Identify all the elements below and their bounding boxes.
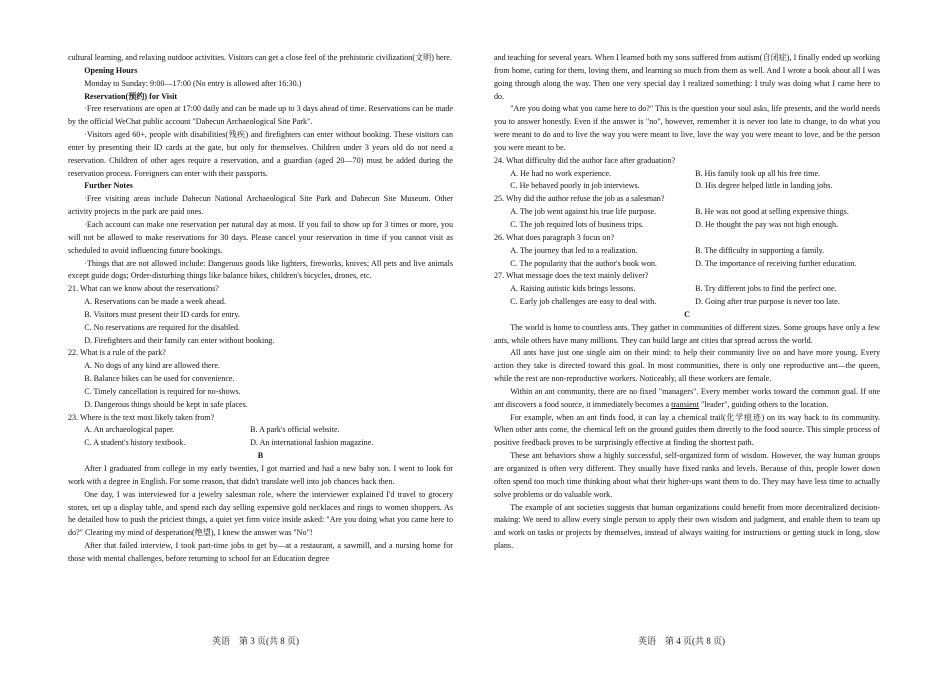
options-row <box>494 283 880 296</box>
opening-hours-heading: Opening Hours <box>84 65 138 75</box>
passage-c-paragraph: For example, when an ant finds food, it can lay a chemical trail(化学痕迹) on its way back to its community. When other ants come, the chemical left on the ground guides them directly to the food source. This simple process of positive feedback proves to be surprisingly effective at finding the shortest path. <box>494 412 880 448</box>
question-26: 26. What does paragraph 3 focus on? <box>494 232 615 242</box>
option-24a: A. He had no work experience. <box>510 168 612 178</box>
question-27: 27. What message does the text mainly deliver? <box>494 271 649 281</box>
notes-paragraph: ·Free visiting areas include Dahecun National Archaeological Site Park and Dahecun Site Museum. Other activity projects in the park are paid ones. <box>68 194 453 217</box>
options-row <box>494 206 880 219</box>
passage-c-paragraph <box>494 386 880 412</box>
reservation-paragraph: ·Free reservations are open at 17:00 daily and can be made up to 3 days ahead of time. Reservations can be made by the official WeChat public account "Dahecun Archaeological Site Park". <box>68 104 453 127</box>
option-27d: D. Going after true purpose is never too late. <box>695 297 840 307</box>
notes-paragraph: ·Each account can make one reservation per natural day at most. If you fail to show up for 3 times or more, you will not be allowed to make reservations for 30 days. Please cancel your reservation in time if you cannot visit as scheduled to avoid influencing future bookings. <box>68 219 453 255</box>
passage-c-paragraph: The example of ant societies suggests that human organizations could benefit from more decentralized decision-making: We need to allow every single person to apply their own wisdom and judgment, and enable them to team up and work on tasks or projects by themselves, instead of always waiting for instructions or getting stuck in long, slow plans. <box>494 502 880 551</box>
option-24d: D. His degree helped little in landing jobs. <box>695 181 833 191</box>
passage-c-paragraph: These ant behaviors show a highly successful, self-organized form of wisdom. However, the way human groups are organized is often very different. They usually have fixed ranks and levels. Because of this, people lower down often spend too much time thinking about what their higher-ups want them to do. They may have less time to actually solve problems or do valuable work. <box>494 451 880 499</box>
underlined-word: transient <box>671 399 699 409</box>
option-22d: D. Dangerous things should be kept in safe places. <box>84 399 248 409</box>
question-23: 23. Where is the text most likely taken from? <box>68 412 215 422</box>
option-27c: C. Early job challenges are easy to deal with. <box>510 297 657 307</box>
option-21a: A. Reservations can be made a week ahead. <box>84 297 226 307</box>
options-row <box>494 258 880 271</box>
options-row <box>494 245 880 258</box>
options-row <box>494 168 880 181</box>
option-21c: C. No reservations are required for the disabled. <box>84 322 240 332</box>
options-row <box>68 424 453 437</box>
option-24b: B. His family took up all his free time. <box>695 168 821 178</box>
option-23c: C. A student's history textbook. <box>84 438 186 448</box>
section-b-heading: B <box>257 451 264 461</box>
passage-b-paragraph: "Are you doing what you came here to do?" This is the question your soul asks, life presents, and the world needs you to answer honestly. Even if the answer is "no", however, remember it is never too late to change, to do what you were meant to do and to live the way you were meant to live, love the way you were meant to love, and be the person you were meant to be. <box>494 104 880 152</box>
option-21d: D. Firefighters and their family can enter without booking. <box>84 335 275 345</box>
option-26a: A. The journey that led to a realization. <box>510 245 638 255</box>
section-c-heading: C <box>684 309 690 319</box>
question-24: 24. What difficulty did the author face after graduation? <box>494 155 676 165</box>
option-26b: B. The difficulty in supporting a family. <box>695 245 825 255</box>
question-21: 21. What can we know about the reservations? <box>68 284 219 294</box>
options-row <box>68 437 453 450</box>
left-column <box>68 52 453 566</box>
option-22a: A. No dogs of any kind are allowed there. <box>84 361 220 371</box>
further-notes-heading: Further Notes <box>84 181 133 191</box>
page-footer-left: 英语 第 3 页(共 8 页) <box>212 636 299 646</box>
option-25a: A. The job went against his true life purpose. <box>510 207 657 217</box>
option-25c: C. The job required lots of business trips. <box>510 219 644 229</box>
option-24c: C. He behaved poorly in job interviews. <box>510 181 640 191</box>
question-22: 22. What is a rule of the park? <box>68 348 166 358</box>
option-22c: C. Timely cancellation is required for no-shows. <box>84 386 241 396</box>
option-25d: D. He thought the pay was not high enough. <box>695 219 839 229</box>
question-25: 25. Why did the author refuse the job as a salesman? <box>494 194 665 204</box>
option-21b: B. Visitors must present their ID cards for entry. <box>84 309 240 319</box>
passage-text: Within an ant community, there are no fixed "managers". Every member works toward the common goal. If one ant discovers a food source, it immediately becomes a <box>494 386 880 409</box>
passage-c-paragraph: All ants have just one single aim on their mind: to help their community live on and have more young. Every action they take is directed toward this goal. In most communities, there is only one reproductive ant—the queen, while the rest are non-reproductive workers. Noticeably, all these workers are female. <box>494 348 880 384</box>
passage-b-paragraph: and teaching for several years. When I learned both my sons suffered from autism(自闭症), I finally ended up working from home, caring for them, loving them, and learning so much from them as well. And I wrote a book about all I was going through along the way. Then one very special day I realized something: I truly was doing what I came here to do. <box>494 53 880 101</box>
notes-paragraph: ·Things that are not allowed include: Dangerous goods like lighters, fireworks, knives; All pets and live animals except guide dogs; Order-disturbing things like balance bikes, children's bicycles, drones, etc. <box>68 258 453 281</box>
right-column <box>494 52 880 553</box>
option-23d: D. An international fashion magazine. <box>250 438 374 448</box>
passage-c-paragraph: The world is home to countless ants. They gather in communities of different sizes. Some groups have only a few ants, while others have many millions. They can build large ant cities that spread across the world. <box>494 322 880 345</box>
option-27b: B. Try different jobs to find the perfect one. <box>695 284 837 294</box>
option-26c: C. The popularity that the author's book won. <box>510 258 657 268</box>
options-row <box>494 296 880 309</box>
option-23b: B. A park's official website. <box>250 425 340 435</box>
passage-text: "leader", guiding others to the location. <box>698 399 829 409</box>
options-row <box>494 219 880 232</box>
option-23a: A. An archaeological paper. <box>84 425 175 435</box>
passage-b-paragraph: After that failed interview, I took part-time jobs to get by—at a restaurant, a sawmill, and a nursing home for those with mental challenges, before returning to school for an Education degree <box>68 541 453 563</box>
reservation-paragraph: ·Visitors aged 60+, people with disabilities(残疾) and firefighters can enter without booking. These visitors can enter by presenting their ID cards at the gate, but only for themselves. Children under 3 years old do not need a reservation. Children of other ages require a reservation, and a guardian (aged 20—70) must be added during the reservation process. Foreigners can enter with their passports. <box>68 130 453 178</box>
option-26d: D. The importance of receiving further education. <box>695 258 857 268</box>
option-25b: B. He was not good at selling expensive things. <box>695 207 849 217</box>
reservation-heading: Reservation(预约) for Visit <box>84 91 178 101</box>
passage-b-paragraph: After I graduated from college in my early twenties, I got married and had a new baby son. I went to look for work with a degree in English. For some reason, that didn't translate well into job chances back then. <box>68 464 453 486</box>
option-27a: A. Raising autistic kids brings lessons. <box>510 284 636 294</box>
option-22b: B. Balance bikes can be used for convenience. <box>84 374 235 384</box>
intro-paragraph: cultural learning, and relaxing outdoor activities. Visitors can get a close feel of the prehistoric civilization(文明) here. <box>68 53 452 62</box>
page-footer-right: 英语 第 4 页(共 8 页) <box>638 636 725 646</box>
opening-hours-text: Monday to Sunday: 9:00—17:00 (No entry is allowed after 16:30.) <box>84 78 302 88</box>
options-row <box>494 180 880 193</box>
passage-b-paragraph: One day, I was interviewed for a jewelry salesman role, where the interviewer explained I'd travel to grocery stores, set up a display table, and spend each day selling expensive gold necklaces and rings to women shoppers. As he detailed how to push the priciest things, a quiet yet firm voice inside asked: "Are you doing what you came here to do?" Clearing my mind of desperation(绝望), I knew the answer was "No"! <box>68 489 453 538</box>
